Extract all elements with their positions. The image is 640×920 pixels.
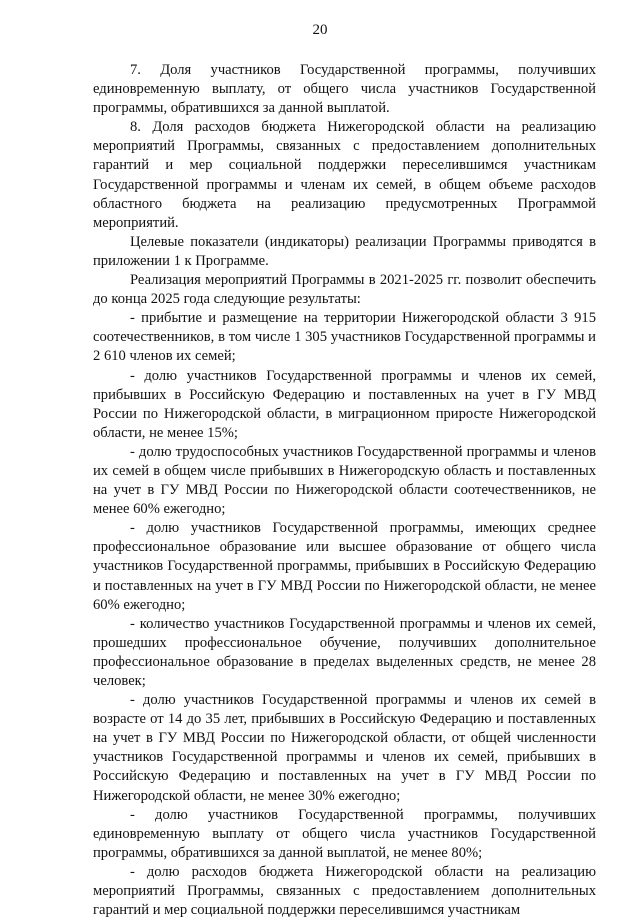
paragraph-results-intro: Реализация мероприятий Программы в 2021-2025 гг. позволит обеспечить до конца 2025 года следующие результаты: <box>93 272 596 308</box>
result-item: - долю участников Государственной программы, имеющих среднее профессиональное образование или высшее образование от общего числа участников Государственной программы, прибывших в Российскую Федерацию и поставленных на учет в ГУ МВД России по Нижегородской области, не менее 60% ежегодно; <box>93 520 596 613</box>
result-item: - долю участников Государственной программы, получивших единовременную выплату от общего числа участников Государственной программы, обратившихся за данной выплатой, не менее 80%; <box>93 806 596 861</box>
result-item: - долю расходов бюджета Нижегородской области на реализацию мероприятий Программы, связанных с предоставлением дополнительных гарантий и мер социальной поддержки переселившимся участникам <box>93 863 596 919</box>
paragraph-indicators-appendix: Целевые показатели (индикаторы) реализации Программы приводятся в приложении 1 к Программе. <box>93 233 596 269</box>
page-number: 20 <box>312 22 328 38</box>
paragraph-indicator-8: 8. Доля расходов бюджета Нижегородской области на реализацию мероприятий Программы, связанных с предоставлением дополнительных гарантий и мер социальной поддержки переселившимся участникам Государственной программы и членам их семей, в общем объеме расходов областного бюджета на реализацию предусмотренных Программой мероприятий. <box>93 119 596 231</box>
paragraph-indicator-7: 7. Доля участников Государственной программы, получивших единовременную выплату, от общего числа участников Государственной программы, обратившихся за данной выплатой. <box>93 62 596 117</box>
document-body <box>93 61 596 920</box>
result-item: - долю участников Государственной программы и членов их семей, прибывших в Российскую Федерацию и поставленных на учет в ГУ МВД России по Нижегородской области, в миграционном приросте Нижегородской области, не менее 15%; <box>93 367 596 441</box>
result-item: - количество участников Государственной программы и членов их семей, прошедших профессиональное обучение, получивших дополнительное профессиональное образование в пределах выделенных средств, не менее 28 человек; <box>93 615 596 689</box>
result-item: - долю трудоспособных участников Государственной программы и членов их семей в общем числе прибывших в Нижегородскую область и поставленных на учет в ГУ МВД России по Нижегородской области соотечественников, не менее 60% ежегодно; <box>93 443 596 518</box>
result-item: - прибытие и размещение на территории Нижегородской области 3 915 соотечественников, в том числе 1 305 участников Государственной программы и 2 610 членов их семей; <box>93 310 596 365</box>
result-item: - долю участников Государственной программы и членов их семей в возрасте от 14 до 35 лет, прибывших в Российскую Федерацию и поставленных на учет в ГУ МВД России по Нижегородской области, от общей численности участников Государственной программы и членов их семей, прибывших в Российскую Федерацию и поставленных на учет в ГУ МВД России по Нижегородской области, не менее 30% ежегодно; <box>93 692 596 804</box>
